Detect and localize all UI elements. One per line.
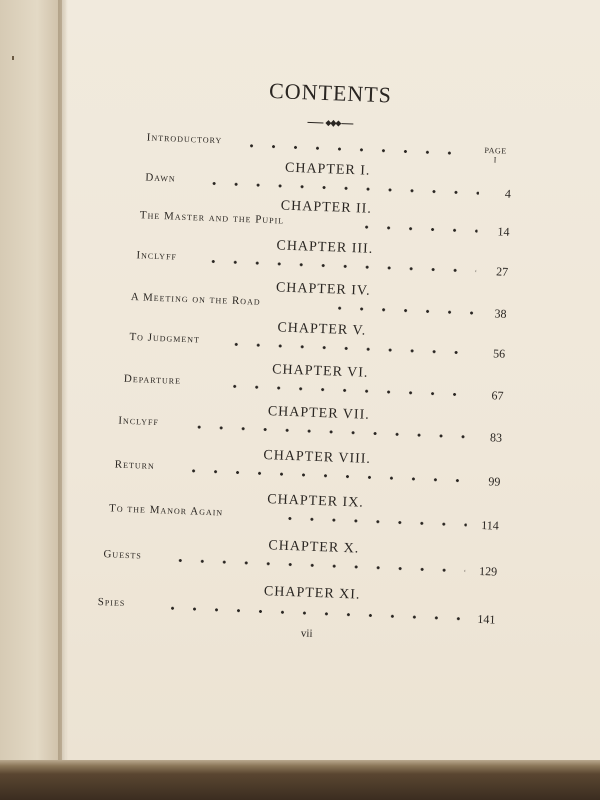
entry-page-6: 67 xyxy=(491,388,504,403)
dot-leader xyxy=(202,260,476,273)
entry-title-6: Departure xyxy=(123,372,182,387)
dot-leader xyxy=(356,225,478,232)
dot-leader xyxy=(329,306,475,314)
entry-title-5: To Judgment xyxy=(129,330,201,346)
entry-title-11: Spies xyxy=(97,596,126,610)
page-column-header xyxy=(484,146,507,165)
dot-leader xyxy=(188,425,470,438)
entry-title-8: Return xyxy=(114,458,155,472)
entry-title-9: To the Manor Again xyxy=(108,502,224,519)
entry-page-1: 4 xyxy=(504,186,512,201)
entry-page-8: 99 xyxy=(488,474,501,489)
page-folio: vii xyxy=(300,627,313,640)
chapter-heading-8: CHAPTER VIII. xyxy=(263,447,372,467)
dot-leader xyxy=(279,517,467,527)
chapter-heading-5: CHAPTER V. xyxy=(277,320,367,339)
entry-page-3: 27 xyxy=(495,264,509,279)
entry-page-11: 141 xyxy=(477,611,496,627)
dot-leader xyxy=(224,384,472,396)
entry-page-2: 14 xyxy=(497,224,510,239)
contents-title: CONTENTS xyxy=(268,77,393,108)
chapter-heading-3: CHAPTER III. xyxy=(276,238,374,257)
chapter-heading-4: CHAPTER IV. xyxy=(275,280,371,299)
entry-title-introductory: Introductory xyxy=(146,131,223,147)
entry-title-1: Dawn xyxy=(145,171,176,185)
chapter-heading-9: CHAPTER IX. xyxy=(267,492,365,511)
entry-page-7: 83 xyxy=(489,430,503,445)
dot-leader xyxy=(161,606,463,620)
entry-title-2: The Master and the Pupil xyxy=(139,209,285,227)
entry-page-5: 56 xyxy=(492,346,506,361)
page-number-introductory: I xyxy=(493,155,498,165)
entry-page-9: 114 xyxy=(480,518,500,533)
chapter-heading-1: CHAPTER I. xyxy=(284,160,371,179)
entry-title-10: Guests xyxy=(103,548,143,562)
dot-leader xyxy=(203,182,479,195)
entry-title-4: A Meeting on the Road xyxy=(130,291,261,308)
chapter-heading-10: CHAPTER X. xyxy=(268,538,360,557)
ornament-divider xyxy=(307,117,353,129)
entry-page-10: 129 xyxy=(478,563,498,579)
dot-leader xyxy=(183,469,469,482)
chapter-heading-2: CHAPTER II. xyxy=(280,198,373,217)
entry-title-7: Inclyff xyxy=(118,414,160,429)
page-column-label: PAGE xyxy=(484,145,507,156)
chapter-heading-7: CHAPTER VII. xyxy=(267,404,370,423)
dot-leader xyxy=(169,559,465,573)
dot-leader xyxy=(240,144,468,155)
chapter-heading-6: CHAPTER VI. xyxy=(271,362,369,381)
entry-page-4: 38 xyxy=(494,306,507,321)
dot-leader xyxy=(225,343,473,355)
book-cover-edge xyxy=(0,760,600,800)
chapter-heading-11: CHAPTER XI. xyxy=(263,584,361,603)
entry-title-3: Inclyff xyxy=(136,249,178,263)
